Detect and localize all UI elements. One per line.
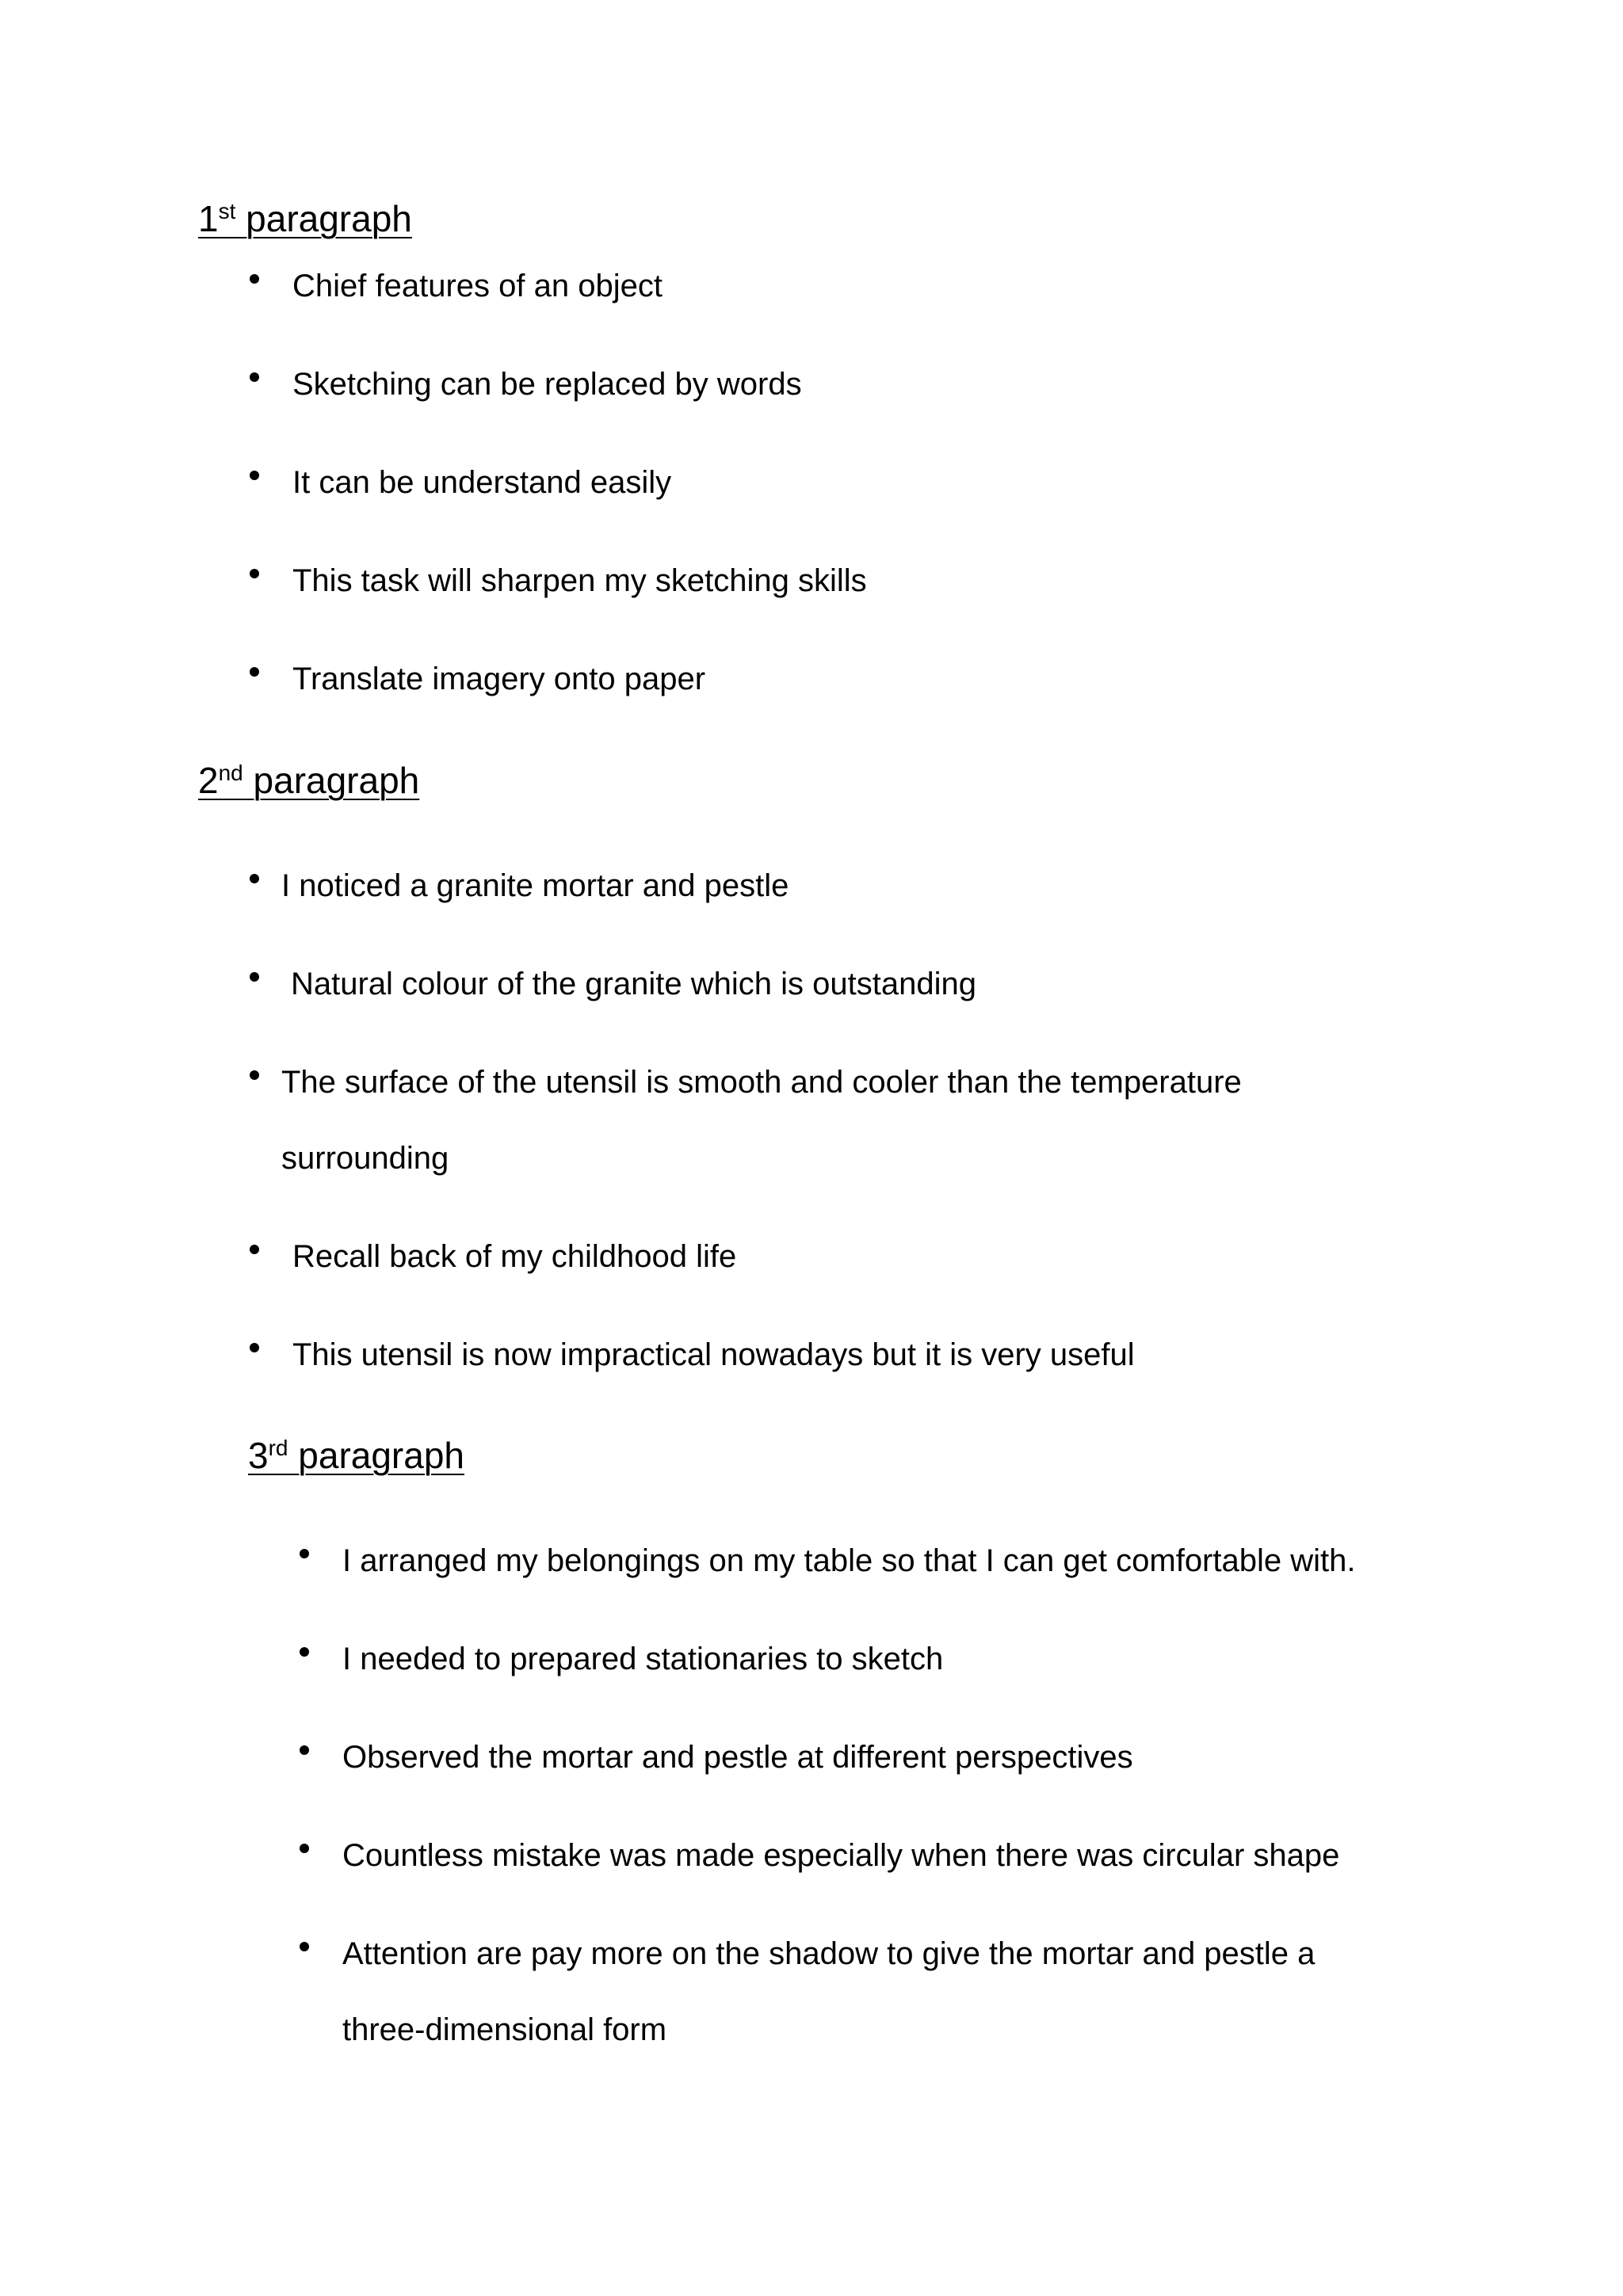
section-2-number: 2 [198, 760, 219, 801]
bullet-icon [250, 372, 259, 382]
section-2-ordinal-suffix: nd [218, 761, 243, 785]
list-item: I needed to prepared stationaries to sketch [342, 1642, 944, 1676]
list-item: Recall back of my childhood life [292, 1239, 737, 1274]
section-1-ordinal-suffix: st [218, 199, 236, 223]
section-1-number: 1 [198, 198, 219, 239]
bullet-icon [250, 471, 259, 480]
bullet-icon [300, 1745, 309, 1755]
list-item: Attention are pay more on the shadow to give the mortar and pestle a [342, 1936, 1316, 1971]
bullet-icon [250, 972, 259, 982]
list-item: Natural colour of the granite which is outstanding [291, 967, 976, 1001]
bullet-icon [300, 1549, 309, 1558]
bullet-icon [250, 874, 259, 883]
list-item: Chief features of an object [292, 269, 663, 303]
section-3-heading [248, 1433, 464, 1483]
bullet-icon [250, 667, 259, 677]
section-1-heading [198, 196, 412, 246]
section-3-number: 3 [248, 1435, 269, 1476]
list-item: I noticed a granite mortar and pestle [281, 868, 789, 903]
list-item: Observed the mortar and pestle at different perspectives [342, 1740, 1133, 1775]
bullet-icon [250, 569, 259, 578]
bullet-icon [250, 1245, 259, 1254]
bullet-icon [250, 1070, 259, 1080]
list-item-continuation: surrounding [281, 1141, 449, 1176]
bullet-icon [250, 1343, 259, 1352]
list-item: Sketching can be replaced by words [292, 367, 802, 402]
list-item: The surface of the utensil is smooth and cooler than the temperature [281, 1065, 1242, 1100]
list-item: It can be understand easily [292, 465, 672, 500]
section-1-label: paragraph [246, 198, 412, 239]
section-2-heading [198, 758, 419, 808]
section-3-ordinal-suffix: rd [268, 1436, 288, 1460]
bullet-icon [300, 1844, 309, 1853]
section-3-label: paragraph [298, 1435, 464, 1476]
section-2-label: paragraph [253, 760, 420, 801]
list-item: This utensil is now impractical nowadays but it is very useful [292, 1337, 1135, 1372]
list-item: Countless mistake was made especially when there was circular shape [342, 1838, 1340, 1873]
bullet-icon [300, 1942, 309, 1951]
bullet-icon [300, 1647, 309, 1657]
list-item-continuation: three-dimensional form [342, 2012, 667, 2047]
list-item: Translate imagery onto paper [292, 662, 706, 696]
list-item: I arranged my belongings on my table so that I can get comfortable with. [342, 1543, 1356, 1578]
bullet-icon [250, 274, 259, 284]
list-item: This task will sharpen my sketching skills [292, 563, 867, 598]
